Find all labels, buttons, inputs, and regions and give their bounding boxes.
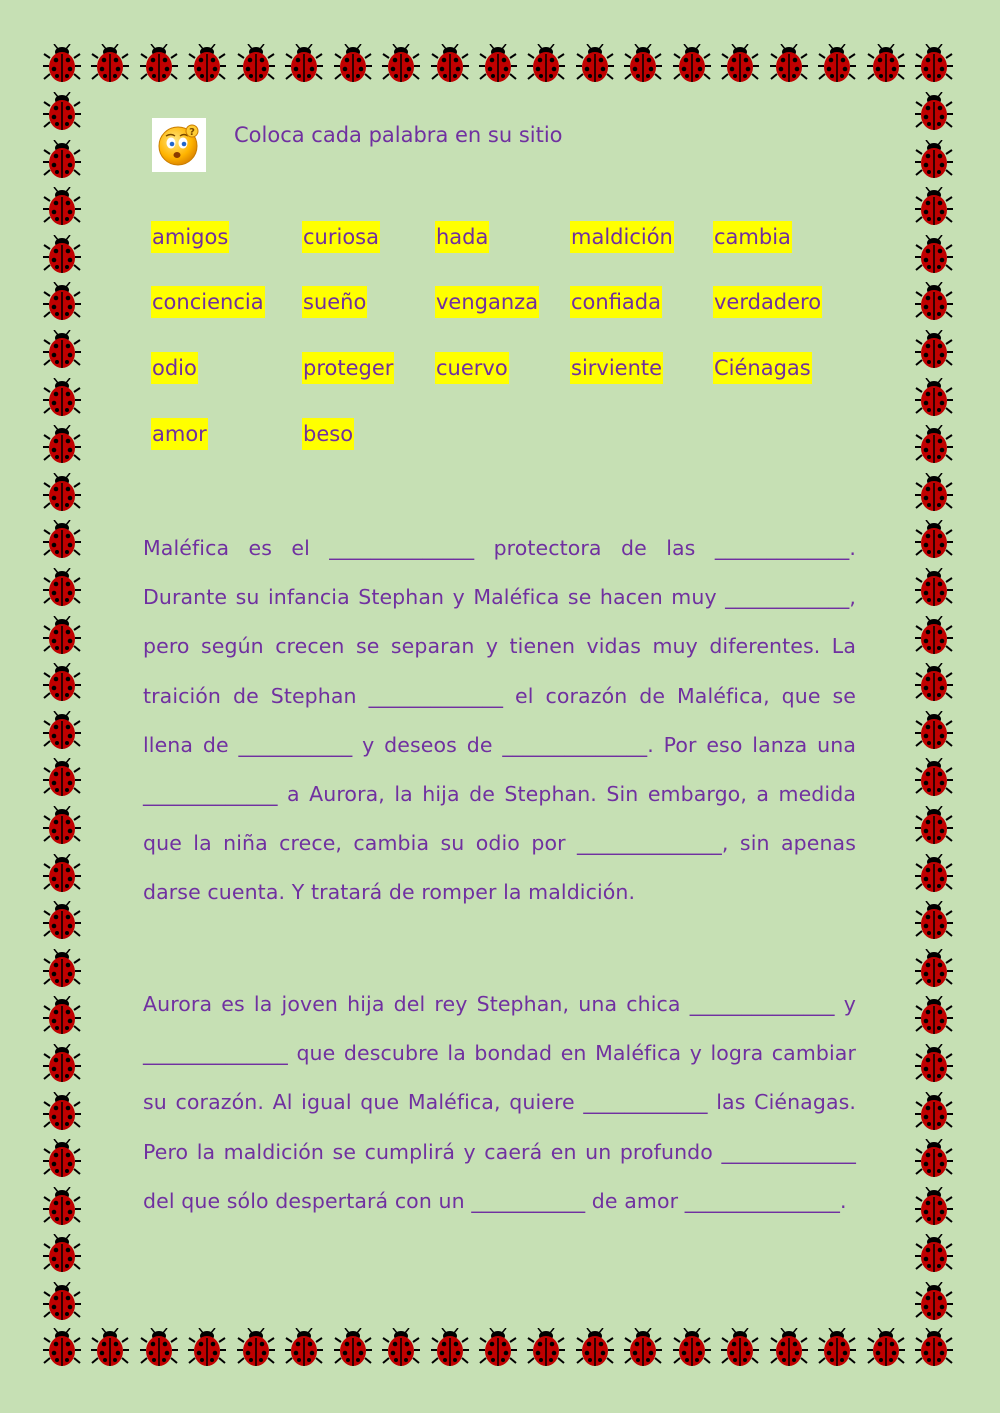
ladybug-icon bbox=[42, 711, 82, 751]
ladybug-icon bbox=[672, 1328, 712, 1368]
ladybug-icon bbox=[42, 1092, 82, 1132]
ladybug-icon bbox=[139, 1328, 179, 1368]
ladybug-icon bbox=[866, 44, 906, 84]
ladybug-icon bbox=[187, 44, 227, 84]
word-bank-item[interactable]: verdadero bbox=[713, 286, 822, 318]
ladybug-icon bbox=[42, 1234, 82, 1274]
ladybug-icon bbox=[42, 235, 82, 275]
ladybug-icon bbox=[333, 44, 373, 84]
ladybug-icon bbox=[42, 1187, 82, 1227]
word-bank-item[interactable]: amigos bbox=[151, 221, 229, 253]
word-bank-item[interactable]: conciencia bbox=[151, 286, 265, 318]
confused-face-icon bbox=[152, 118, 206, 172]
story-paragraph-aurora: Aurora es la joven hija del rey Stephan, una chica ______________ y ______________ que descubre la bondad en Maléfica y logra cambiar su corazón. Al igual que Maléfica, quiere ____________ las Ciénagas. Pero la maldición se cumplirá y caerá en un profundo _____________ del que sólo despertará con un ___________ de amor _______________. bbox=[143, 992, 856, 1213]
word-bank-item[interactable]: hada bbox=[435, 221, 489, 253]
ladybug-icon bbox=[42, 330, 82, 370]
word-bank-item[interactable]: proteger bbox=[302, 352, 394, 384]
ladybug-icon bbox=[866, 1328, 906, 1368]
ladybug-icon bbox=[914, 282, 954, 322]
ladybug-icon bbox=[914, 663, 954, 703]
ladybug-icon bbox=[914, 92, 954, 132]
ladybug-icon bbox=[914, 758, 954, 798]
ladybug-icon bbox=[42, 1328, 82, 1368]
ladybug-icon bbox=[914, 568, 954, 608]
ladybug-icon bbox=[914, 44, 954, 84]
ladybug-icon bbox=[914, 330, 954, 370]
ladybug-icon bbox=[42, 901, 82, 941]
ladybug-icon bbox=[914, 616, 954, 656]
ladybug-icon bbox=[42, 949, 82, 989]
ladybug-icon bbox=[236, 44, 276, 84]
word-bank-item[interactable]: maldición bbox=[570, 221, 674, 253]
ladybug-icon bbox=[914, 901, 954, 941]
ladybug-icon bbox=[914, 520, 954, 560]
ladybug-icon bbox=[90, 44, 130, 84]
ladybug-icon bbox=[42, 854, 82, 894]
ladybug-icon bbox=[42, 140, 82, 180]
svg-text:?: ? bbox=[189, 127, 195, 138]
ladybug-icon bbox=[914, 1328, 954, 1368]
ladybug-icon bbox=[914, 378, 954, 418]
ladybug-icon bbox=[42, 282, 82, 322]
ladybug-icon bbox=[720, 1328, 760, 1368]
word-bank-item[interactable]: venganza bbox=[435, 286, 539, 318]
word-bank-item[interactable]: amor bbox=[151, 418, 208, 450]
ladybug-icon bbox=[381, 1328, 421, 1368]
ladybug-icon bbox=[526, 1328, 566, 1368]
word-bank-item[interactable]: cambia bbox=[713, 221, 792, 253]
ladybug-icon bbox=[333, 1328, 373, 1368]
ladybug-icon bbox=[42, 616, 82, 656]
ladybug-icon bbox=[42, 425, 82, 465]
word-bank-item[interactable]: sueño bbox=[302, 286, 367, 318]
ladybug-icon bbox=[42, 996, 82, 1036]
ladybug-icon bbox=[914, 1282, 954, 1322]
ladybug-icon bbox=[430, 1328, 470, 1368]
title-row bbox=[152, 118, 563, 172]
ladybug-icon bbox=[284, 1328, 324, 1368]
ladybug-icon bbox=[914, 996, 954, 1036]
ladybug-icon bbox=[139, 44, 179, 84]
ladybug-icon bbox=[42, 44, 82, 84]
word-bank-item[interactable]: Ciénagas bbox=[713, 352, 812, 384]
ladybug-icon bbox=[914, 140, 954, 180]
ladybug-icon bbox=[90, 1328, 130, 1368]
word-bank-item[interactable]: beso bbox=[302, 418, 354, 450]
ladybug-icon bbox=[430, 44, 470, 84]
ladybug-icon bbox=[42, 1044, 82, 1084]
ladybug-icon bbox=[914, 187, 954, 227]
page-title: Coloca cada palabra en su sitio bbox=[234, 123, 563, 147]
ladybug-icon bbox=[720, 44, 760, 84]
ladybug-icon bbox=[914, 949, 954, 989]
ladybug-icon bbox=[817, 44, 857, 84]
story-paragraph-malefica: Maléfica es el ______________ protectora de las _____________. Durante su infancia Stephan y Maléfica se hacen muy ____________, pero según crecen se separan y tienen vidas muy diferentes. La traición de Stephan _____________ el corazón de Maléfica, que se llena de ___________ y deseos de ______________. Por eso lanza una _____________ a Aurora, la hija de Stephan. Sin embargo, a medida que la niña crece, cambia su odio por ______________, sin apenas darse cuenta. Y tratará de romper la maldición. bbox=[143, 536, 856, 905]
ladybug-icon bbox=[914, 711, 954, 751]
ladybug-icon bbox=[914, 854, 954, 894]
word-bank-item[interactable]: curiosa bbox=[302, 221, 380, 253]
ladybug-icon bbox=[914, 806, 954, 846]
ladybug-icon bbox=[914, 235, 954, 275]
ladybug-icon bbox=[914, 1234, 954, 1274]
ladybug-icon bbox=[914, 1044, 954, 1084]
ladybug-icon bbox=[914, 1092, 954, 1132]
ladybug-icon bbox=[42, 378, 82, 418]
ladybug-icon bbox=[914, 425, 954, 465]
ladybug-icon bbox=[914, 1139, 954, 1179]
ladybug-icon bbox=[914, 473, 954, 513]
ladybug-icon bbox=[672, 44, 712, 84]
ladybug-icon bbox=[236, 1328, 276, 1368]
ladybug-icon bbox=[42, 758, 82, 798]
word-bank-item[interactable]: odio bbox=[151, 352, 198, 384]
ladybug-icon bbox=[42, 473, 82, 513]
ladybug-icon bbox=[575, 44, 615, 84]
ladybug-icon bbox=[817, 1328, 857, 1368]
ladybug-icon bbox=[575, 1328, 615, 1368]
ladybug-icon bbox=[478, 44, 518, 84]
ladybug-icon bbox=[42, 663, 82, 703]
ladybug-icon bbox=[623, 1328, 663, 1368]
ladybug-icon bbox=[284, 44, 324, 84]
ladybug-icon bbox=[187, 1328, 227, 1368]
ladybug-icon bbox=[42, 1139, 82, 1179]
ladybug-icon bbox=[42, 187, 82, 227]
word-bank-item[interactable]: confiada bbox=[570, 286, 662, 318]
ladybug-icon bbox=[769, 44, 809, 84]
word-bank-item[interactable]: cuervo bbox=[435, 352, 509, 384]
ladybug-icon bbox=[42, 1282, 82, 1322]
word-bank-item[interactable]: sirviente bbox=[570, 352, 663, 384]
ladybug-icon bbox=[769, 1328, 809, 1368]
ladybug-icon bbox=[478, 1328, 518, 1368]
ladybug-icon bbox=[914, 1187, 954, 1227]
ladybug-icon bbox=[623, 44, 663, 84]
ladybug-icon bbox=[42, 92, 82, 132]
ladybug-icon bbox=[42, 520, 82, 560]
ladybug-icon bbox=[381, 44, 421, 84]
ladybug-icon bbox=[42, 568, 82, 608]
ladybug-icon bbox=[526, 44, 566, 84]
ladybug-icon bbox=[42, 806, 82, 846]
